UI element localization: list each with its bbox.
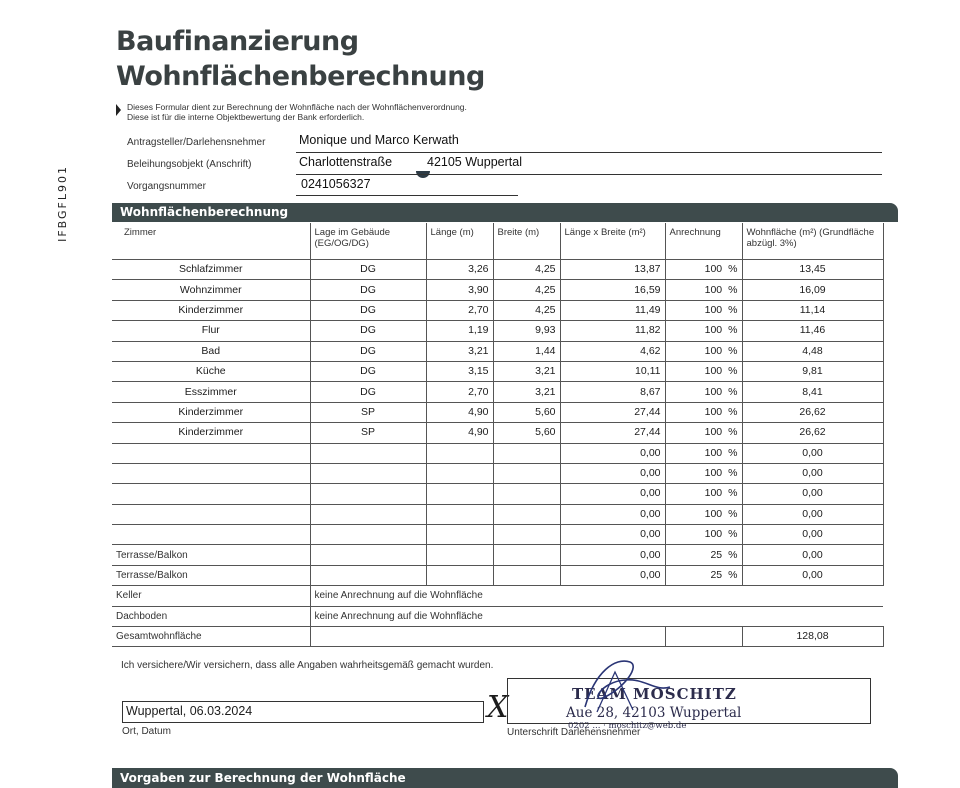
form-code: IFBGFL901: [56, 165, 69, 242]
room-cell[interactable]: Kinderzimmer: [112, 402, 310, 422]
case-number-field[interactable]: 0241056327: [301, 177, 371, 191]
credit-cell[interactable]: [665, 484, 742, 504]
area-cell[interactable]: 27,44: [560, 402, 665, 422]
length-cell[interactable]: [426, 525, 493, 545]
room-cell[interactable]: [112, 463, 310, 483]
credit-value: 100: [704, 507, 723, 520]
percent-sign: %: [728, 548, 738, 561]
section-title: Wohnflächenberechnung: [120, 205, 289, 219]
area-cell[interactable]: 0,00: [560, 525, 665, 545]
credit-value: 25: [710, 569, 723, 582]
area-cell[interactable]: 8,67: [560, 382, 665, 402]
credit-cell[interactable]: [665, 565, 742, 585]
area-cell[interactable]: 0,00: [560, 545, 665, 565]
living-area-cell[interactable]: 9,81: [742, 361, 883, 381]
length-cell[interactable]: [426, 443, 493, 463]
credit-cell[interactable]: [665, 341, 742, 361]
room-cell[interactable]: Flur: [112, 321, 310, 341]
percent-sign: %: [728, 283, 738, 296]
next-section-title: Vorgaben zur Berechnung der Wohnfläche: [120, 771, 406, 785]
living-area-cell[interactable]: 8,41: [742, 382, 883, 402]
floor-cell[interactable]: [310, 484, 426, 504]
stamp-address: Aue 28, 42103 Wuppertal: [566, 705, 742, 721]
width-cell[interactable]: [493, 525, 560, 545]
header-floor: Lage im Gebäude (EG/OG/DG): [310, 223, 426, 260]
room-cell[interactable]: Schlafzimmer: [112, 260, 310, 280]
percent-sign: %: [728, 426, 738, 439]
intro-line-1: Dieses Formular dient zur Berechnung der Wohnfläche nach der Wohnflächenverordnung.: [127, 102, 467, 112]
area-cell[interactable]: 13,87: [560, 260, 665, 280]
living-area-cell[interactable]: 0,00: [742, 525, 883, 545]
table-row: [112, 423, 883, 443]
percent-sign: %: [728, 385, 738, 398]
percent-sign: %: [728, 446, 738, 459]
living-area-cell[interactable]: 4,48: [742, 341, 883, 361]
intro-text: [127, 102, 467, 122]
total-value[interactable]: 128,08: [742, 627, 883, 647]
total-spacer: [310, 627, 665, 647]
header-length: Länge (m): [426, 223, 493, 260]
width-cell[interactable]: [493, 484, 560, 504]
living-area-table: [112, 223, 884, 647]
floor-cell[interactable]: DG: [310, 280, 426, 300]
percent-sign: %: [728, 263, 738, 276]
length-cell[interactable]: 1,19: [426, 321, 493, 341]
keller-note: keine Anrechnung auf die Wohnfläche: [310, 586, 883, 606]
percent-sign: %: [728, 365, 738, 378]
width-cell[interactable]: 3,21: [493, 382, 560, 402]
width-cell[interactable]: 1,44: [493, 341, 560, 361]
area-cell[interactable]: 0,00: [560, 484, 665, 504]
table-row: [112, 463, 883, 483]
table-row: [112, 321, 883, 341]
living-area-cell[interactable]: 0,00: [742, 463, 883, 483]
area-cell[interactable]: 10,11: [560, 361, 665, 381]
property-underline: [296, 174, 882, 175]
width-cell[interactable]: [493, 504, 560, 524]
credit-cell[interactable]: [665, 300, 742, 320]
property-label: Beleihungsobjekt (Anschrift): [127, 159, 252, 170]
length-cell[interactable]: 3,90: [426, 280, 493, 300]
credit-value: 100: [704, 283, 723, 296]
floor-cell[interactable]: [310, 504, 426, 524]
floor-cell[interactable]: DG: [310, 260, 426, 280]
area-cell[interactable]: 11,82: [560, 321, 665, 341]
floor-cell[interactable]: [310, 443, 426, 463]
length-cell[interactable]: [426, 484, 493, 504]
length-cell[interactable]: [426, 565, 493, 585]
floor-cell[interactable]: [310, 565, 426, 585]
room-cell[interactable]: Terrasse/Balkon: [112, 545, 310, 565]
width-cell[interactable]: [493, 463, 560, 483]
floor-cell[interactable]: DG: [310, 361, 426, 381]
room-cell[interactable]: [112, 484, 310, 504]
area-cell[interactable]: 16,59: [560, 280, 665, 300]
case-number-underline: [296, 195, 518, 196]
header-credit: Anrechnung: [665, 223, 742, 260]
length-cell[interactable]: [426, 463, 493, 483]
room-cell[interactable]: Bad: [112, 341, 310, 361]
declaration-text: Ich versichere/Wir versichern, dass alle Angaben wahrheitsgemäß gemacht wurden.: [121, 660, 494, 671]
total-label: Gesamtwohnfläche: [112, 627, 310, 647]
credit-value: 100: [704, 426, 723, 439]
floor-cell[interactable]: DG: [310, 321, 426, 341]
area-cell[interactable]: 0,00: [560, 463, 665, 483]
percent-sign: %: [728, 569, 738, 582]
area-cell[interactable]: 0,00: [560, 565, 665, 585]
room-cell[interactable]: Küche: [112, 361, 310, 381]
length-cell[interactable]: 3,26: [426, 260, 493, 280]
table-row: [112, 545, 883, 565]
length-cell[interactable]: [426, 504, 493, 524]
credit-cell[interactable]: [665, 525, 742, 545]
width-cell[interactable]: 5,60: [493, 423, 560, 443]
credit-cell[interactable]: [665, 504, 742, 524]
signature-x-mark: X: [487, 690, 509, 725]
credit-cell[interactable]: [665, 382, 742, 402]
table-row: [112, 565, 883, 585]
living-area-cell[interactable]: 26,62: [742, 402, 883, 422]
credit-cell[interactable]: [665, 423, 742, 443]
place-date-value: Wuppertal, 06.03.2024: [126, 704, 253, 718]
area-cell[interactable]: 27,44: [560, 423, 665, 443]
area-cell[interactable]: 11,49: [560, 300, 665, 320]
stamp-name: TEAM MOSCHITZ: [572, 685, 737, 703]
length-cell[interactable]: [426, 545, 493, 565]
area-cell[interactable]: 0,00: [560, 443, 665, 463]
percent-sign: %: [728, 344, 738, 357]
room-cell[interactable]: Terrasse/Balkon: [112, 565, 310, 585]
credit-value: 100: [704, 263, 723, 276]
header-area: Länge x Breite (m²): [560, 223, 665, 260]
credit-cell[interactable]: [665, 443, 742, 463]
area-cell[interactable]: 0,00: [560, 504, 665, 524]
credit-value: 100: [704, 303, 723, 316]
credit-value: 100: [704, 324, 723, 337]
floor-cell[interactable]: SP: [310, 402, 426, 422]
table-row: [112, 382, 883, 402]
living-area-cell[interactable]: 0,00: [742, 565, 883, 585]
length-cell[interactable]: 3,15: [426, 361, 493, 381]
width-cell[interactable]: 5,60: [493, 402, 560, 422]
keller-row: [112, 586, 883, 606]
credit-cell[interactable]: [665, 545, 742, 565]
length-cell[interactable]: 4,90: [426, 423, 493, 443]
header-room: Zimmer: [112, 223, 310, 260]
credit-value: 25: [710, 548, 723, 561]
floor-cell[interactable]: DG: [310, 341, 426, 361]
area-cell[interactable]: 4,62: [560, 341, 665, 361]
living-area-cell[interactable]: 11,14: [742, 300, 883, 320]
living-area-cell[interactable]: 13,45: [742, 260, 883, 280]
table-header-row: [112, 223, 883, 260]
applicant-field[interactable]: Monique und Marco Kerwath: [299, 133, 459, 147]
floor-cell[interactable]: SP: [310, 423, 426, 443]
total-credit-cell: [665, 627, 742, 647]
floor-cell[interactable]: [310, 545, 426, 565]
table-row: [112, 361, 883, 381]
credit-cell[interactable]: [665, 463, 742, 483]
header-width: Breite (m): [493, 223, 560, 260]
room-cell[interactable]: Kinderzimmer: [112, 423, 310, 443]
length-cell[interactable]: 2,70: [426, 382, 493, 402]
table-row: [112, 402, 883, 422]
living-area-cell[interactable]: 0,00: [742, 443, 883, 463]
keller-label: Keller: [112, 586, 310, 606]
table-row: [112, 280, 883, 300]
width-cell[interactable]: [493, 443, 560, 463]
handwritten-signature-icon: [555, 652, 695, 722]
credit-cell[interactable]: [665, 402, 742, 422]
width-cell[interactable]: 4,25: [493, 280, 560, 300]
dachboden-note: keine Anrechnung auf die Wohnfläche: [310, 606, 883, 626]
percent-sign: %: [728, 405, 738, 418]
width-cell[interactable]: 3,21: [493, 361, 560, 381]
table-row: [112, 504, 883, 524]
applicant-label: Antragsteller/Darlehensnehmer: [127, 137, 266, 148]
page-title-line2: Wohnflächenberechnung: [116, 61, 485, 92]
living-area-cell[interactable]: 26,62: [742, 423, 883, 443]
page-title-line1: Baufinanzierung: [116, 26, 359, 57]
floor-cell[interactable]: DG: [310, 300, 426, 320]
signature-label: Unterschrift Darlehensnehmer: [507, 727, 641, 738]
credit-value: 100: [704, 365, 723, 378]
percent-sign: %: [728, 467, 738, 480]
header-living-area: Wohnfläche (m²) (Grundfläche abzügl. 3%): [742, 223, 883, 260]
property-city-field[interactable]: 42105 Wuppertal: [427, 155, 522, 169]
living-area-cell[interactable]: 0,00: [742, 504, 883, 524]
table-row: [112, 260, 883, 280]
case-number-label: Vorgangsnummer: [127, 181, 206, 192]
floor-cell[interactable]: [310, 463, 426, 483]
credit-value: 100: [704, 487, 723, 500]
credit-value: 100: [704, 344, 723, 357]
percent-sign: %: [728, 528, 738, 541]
percent-sign: %: [728, 324, 738, 337]
table-row: [112, 525, 883, 545]
credit-value: 100: [704, 467, 723, 480]
living-area-cell[interactable]: 11,46: [742, 321, 883, 341]
percent-sign: %: [728, 507, 738, 520]
credit-cell[interactable]: [665, 361, 742, 381]
floor-cell[interactable]: [310, 525, 426, 545]
stamp-contact: 0202 ... · moschitz@web.de: [568, 721, 687, 731]
width-cell[interactable]: [493, 565, 560, 585]
room-cell[interactable]: Wohnzimmer: [112, 280, 310, 300]
floor-cell[interactable]: DG: [310, 382, 426, 402]
width-cell[interactable]: 4,25: [493, 260, 560, 280]
living-area-cell[interactable]: 0,00: [742, 484, 883, 504]
room-cell[interactable]: [112, 504, 310, 524]
dachboden-row: [112, 606, 883, 626]
percent-sign: %: [728, 303, 738, 316]
place-date-label: Ort, Datum: [122, 726, 171, 737]
credit-value: 100: [704, 528, 723, 541]
credit-value: 100: [704, 405, 723, 418]
credit-value: 100: [704, 446, 723, 459]
credit-cell[interactable]: [665, 280, 742, 300]
table-row: [112, 300, 883, 320]
room-cell[interactable]: [112, 443, 310, 463]
room-cell[interactable]: Esszimmer: [112, 382, 310, 402]
dachboden-label: Dachboden: [112, 606, 310, 626]
property-street-field[interactable]: Charlottenstraße: [299, 155, 393, 169]
width-cell[interactable]: 9,93: [493, 321, 560, 341]
percent-sign: %: [728, 487, 738, 500]
credit-value: 100: [704, 385, 723, 398]
length-cell[interactable]: 4,90: [426, 402, 493, 422]
living-area-cell[interactable]: 0,00: [742, 545, 883, 565]
width-cell[interactable]: [493, 545, 560, 565]
room-cell[interactable]: [112, 525, 310, 545]
applicant-underline: [296, 152, 882, 153]
room-cell[interactable]: Kinderzimmer: [112, 300, 310, 320]
length-cell[interactable]: 3,21: [426, 341, 493, 361]
width-cell[interactable]: 4,25: [493, 300, 560, 320]
intro-line-2: Diese ist für die interne Objektbewertung der Bank erforderlich.: [127, 112, 365, 122]
table-row: [112, 484, 883, 504]
total-row: [112, 627, 883, 647]
table-row: [112, 443, 883, 463]
length-cell[interactable]: 2,70: [426, 300, 493, 320]
intro-arrow-icon: [116, 104, 121, 116]
table-row: [112, 341, 883, 361]
credit-cell[interactable]: [665, 260, 742, 280]
credit-cell[interactable]: [665, 321, 742, 341]
living-area-cell[interactable]: 16,09: [742, 280, 883, 300]
